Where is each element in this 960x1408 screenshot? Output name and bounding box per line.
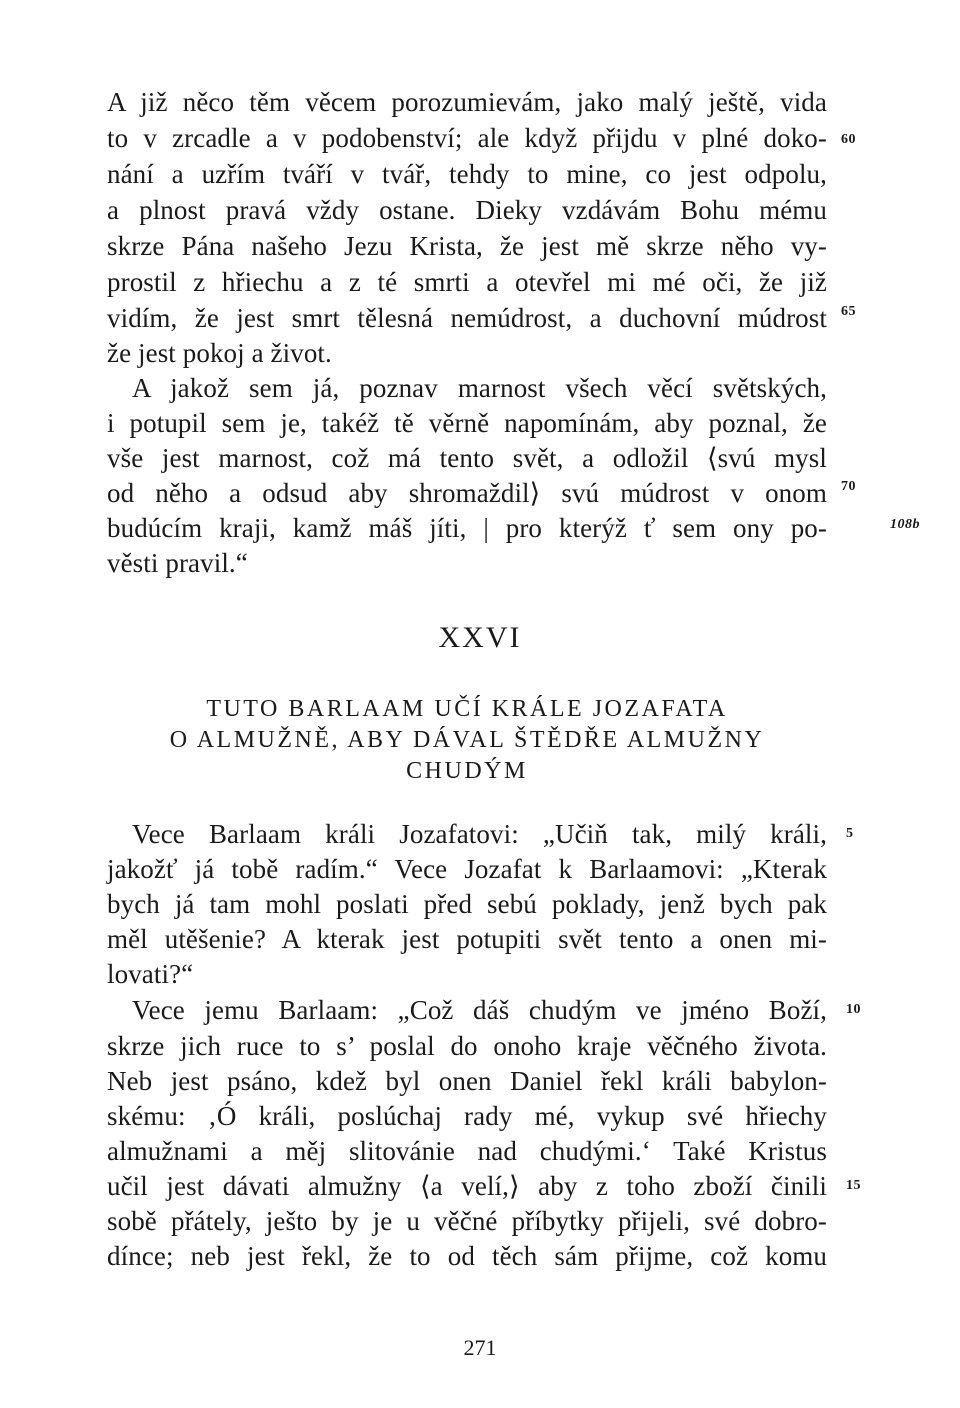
margin-line-number: 70 (841, 479, 856, 494)
text-line: Neb jest psáno, kdež byl onen Daniel řekl králi babylon- (107, 1066, 827, 1096)
margin-line-number: 10 (846, 1002, 861, 1017)
text-line: skému: ‚Ó králi, poslúchaj rady mé, vykup své hřiechy (107, 1101, 827, 1131)
margin-line-number: 5 (846, 826, 854, 841)
text-line: nání a uzřím tváří v tvář, tehdy to mine, co jest odpolu, (107, 159, 827, 189)
text-line: skrze jich ruce to s’ poslal do onoho kraje věčného života. (107, 1031, 827, 1061)
text-line: sobě přátely, ješto by je u věčné příbytky přijeli, své dobro- (107, 1206, 827, 1236)
text-line: vidím, že jest smrt tělesná nemúdrost, a duchovní múdrost (107, 303, 827, 333)
text-line: prostil z hřiechu a z té smrti a otevřel mi mé oči, že již (107, 267, 827, 297)
text-line: vše jest marnost, což má tento svět, a odložil ⟨svú mysl (107, 443, 827, 473)
margin-line-number: 60 (841, 132, 856, 147)
text-line-indented: Vece Barlaam králi Jozafatovi: „Učiň tak, milý králi, (132, 819, 827, 849)
text-line-indented: Vece jemu Barlaam: „Což dáš chudým ve jméno Boží, (132, 995, 827, 1025)
text-line: lovati?“ (107, 959, 194, 989)
text-line: A již něco těm věcem porozumievám, jako malý ještě, vida (107, 87, 827, 117)
text-line: i potupil sem je, takéž tě věrně napomínám, aby poznal, že (107, 408, 827, 438)
text-line: od něho a odsud aby shromaždil⟩ svú múdrost v onom (107, 478, 827, 508)
text-line: jakožť já tobě radím.“ Vece Jozafat k Barlaamovi: „Kterak (107, 854, 827, 884)
margin-line-number: 15 (846, 1178, 861, 1193)
text-line: skrze Pána našeho Jezu Krista, že jest mě skrze něho vy- (107, 231, 827, 261)
chapter-number: XXVI (438, 621, 522, 654)
text-line: učil jest dávati almužny ⟨a velí,⟩ aby z toho zboží činili (107, 1171, 827, 1201)
page-number: 271 (463, 1335, 497, 1360)
text-line: to v zrcadle a v podobenství; ale když přijdu v plné doko- (107, 123, 827, 153)
heading-line: CHUDÝM (406, 758, 528, 784)
folio-reference: 108b (890, 517, 920, 532)
text-line: bych já tam mohl poslati před sebú poklady, jenž bych pak (107, 889, 827, 919)
text-line: dínce; neb jest řekl, že to od těch sám přijme, což komu (107, 1241, 827, 1271)
text-line-indented: A jakož sem já, poznav marnost všech věcí světských, (132, 373, 827, 403)
heading-line: O ALMUŽNĚ, ABY DÁVAL ŠTĚDŘE ALMUŽNY (169, 727, 765, 753)
text-line: měl utěšenie? A kterak jest potupiti svět tento a onen mi- (107, 924, 827, 954)
text-line: budúcím kraji, kamž máš jíti, | pro kterýž ť sem ony po- (107, 513, 827, 543)
text-line: věsti pravil.“ (107, 548, 248, 578)
heading-line: TUTO BARLAAM UČÍ KRÁLE JOZAFATA (206, 696, 728, 722)
margin-line-number: 65 (841, 304, 856, 319)
text-line: a plnost pravá vždy ostane. Dieky vzdávám Bohu mému (107, 195, 827, 225)
text-line: almužnami a měj slitovánie nad chudými.‘ Také Kristus (107, 1136, 827, 1166)
text-line: že jest pokoj a život. (107, 338, 332, 368)
